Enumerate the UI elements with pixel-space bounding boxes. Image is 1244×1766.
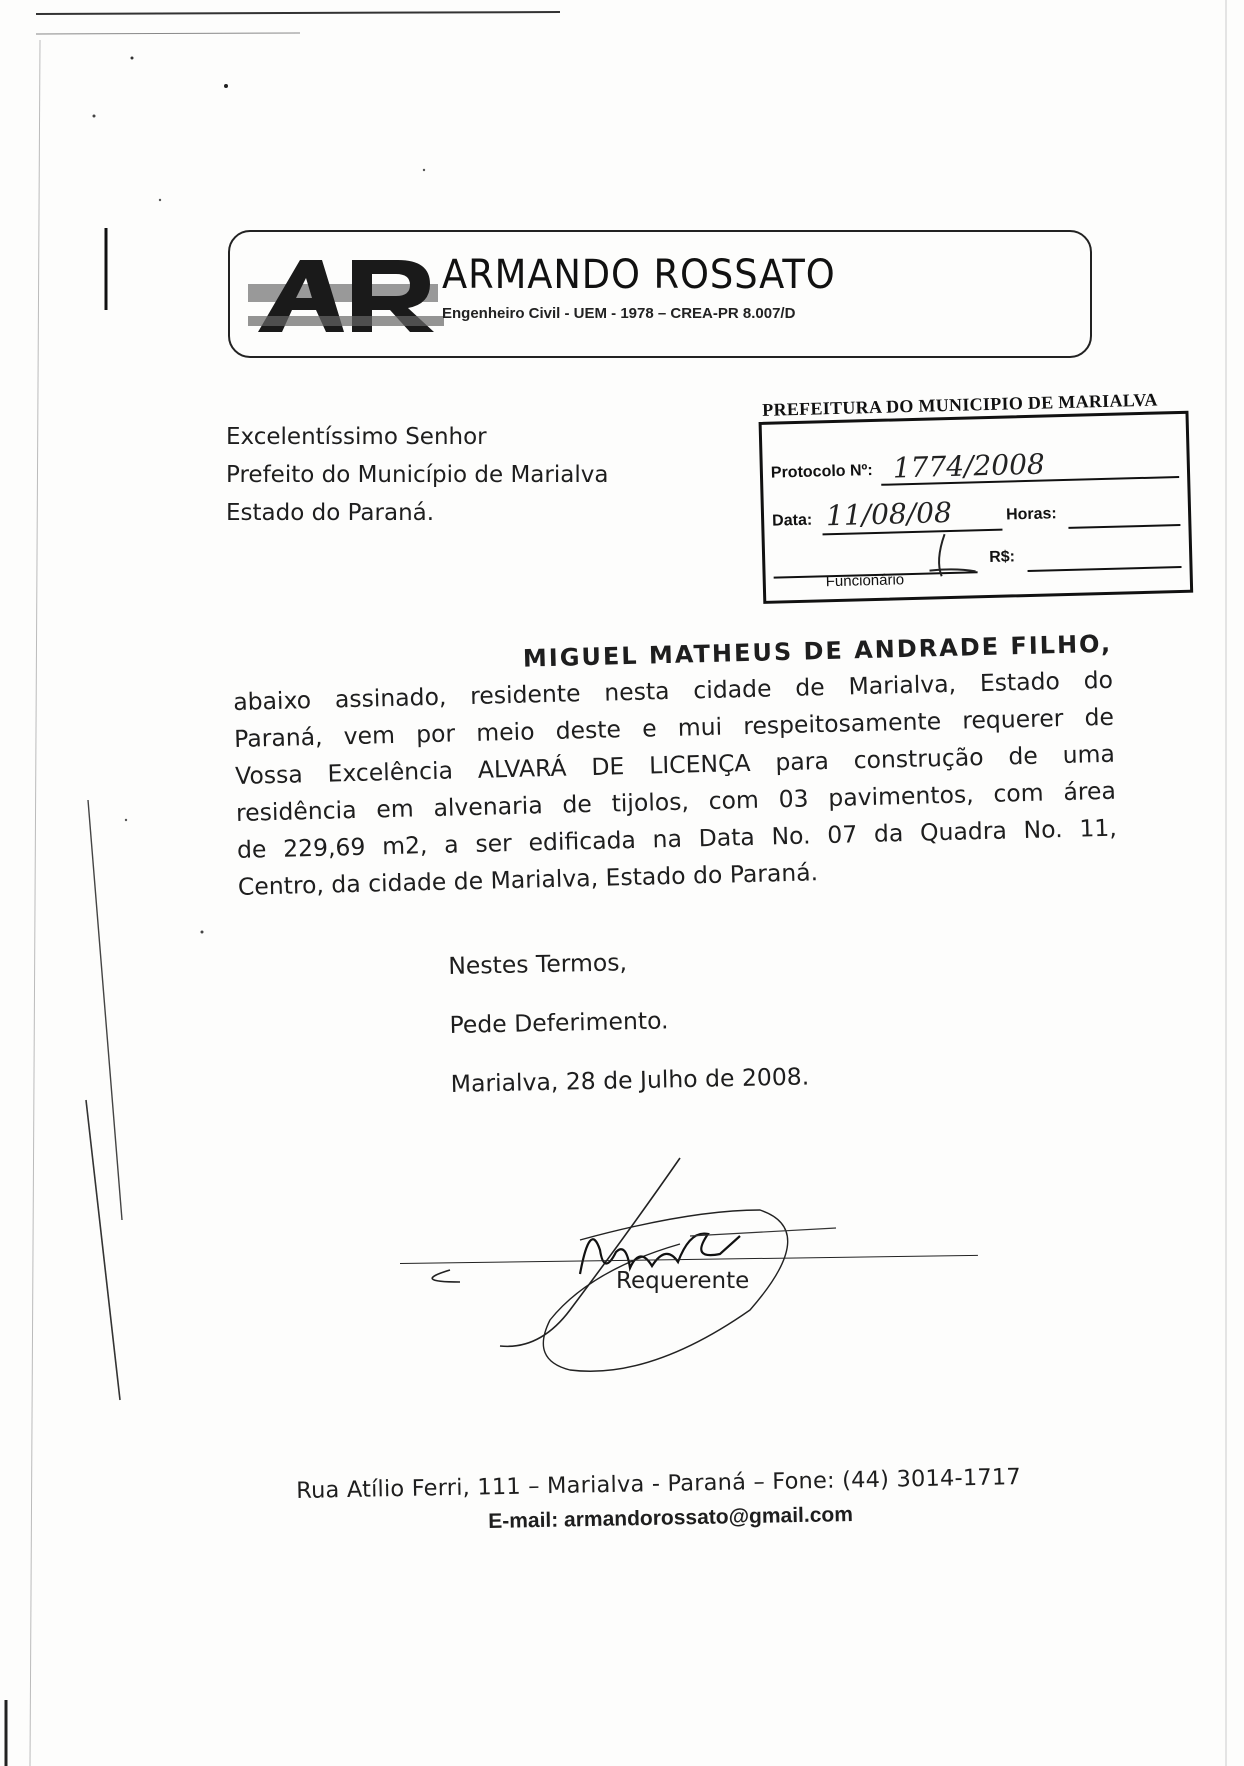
requester-name: MIGUEL MATHEUS DE ANDRADE FILHO, xyxy=(522,629,1113,673)
rs-label: R$: xyxy=(988,548,1016,566)
footer-email: E-mail: armandorossato@gmail.com xyxy=(488,1502,854,1533)
body-line: Centro, da cidade de Marialva, Estado do Paraná. xyxy=(237,858,819,901)
funcionario-label: Funcionário xyxy=(825,571,905,591)
horas-label: Horas: xyxy=(1005,505,1057,524)
stamp-initials xyxy=(914,529,996,591)
stamp-box xyxy=(759,411,1194,604)
closing-terms: Nestes Termos, xyxy=(448,948,628,980)
body-line: residência em alvenaria de tijolos, com 03 pavimentos, com área xyxy=(235,776,1117,827)
request-body xyxy=(232,629,1128,905)
company-logo xyxy=(248,254,448,336)
body-line: Vossa Excelência ALVARÁ DE LICENÇA para construção de uma xyxy=(234,739,1116,790)
body-line: de 229,69 m2, a ser edificada na Data No. 07 da Quadra No. 11, xyxy=(236,813,1118,864)
letterhead-subtitle: Engenheiro Civil - UEM - 1978 – CREA-PR 8.007/D xyxy=(442,305,796,322)
body-line: abaixo assinado, residente nesta cidade de Marialva, Estado do xyxy=(232,665,1114,716)
addressee-line: Excelentíssimo Senhor xyxy=(226,424,487,450)
addressee-line: Estado do Paraná. xyxy=(226,500,435,526)
footer-address: Rua Atílio Ferri, 111 – Marialva - Paraná – Fone: (44) 3014-1717 xyxy=(296,1464,1022,1504)
addressee-line: Prefeito do Município de Marialva xyxy=(226,462,609,488)
data-label: Data: xyxy=(771,511,813,530)
stamp-header: PREFEITURA DO MUNICIPIO DE MARIALVA xyxy=(761,389,1158,420)
addressee-block xyxy=(226,418,608,532)
handwritten-signature xyxy=(390,1150,990,1380)
protocol-stamp xyxy=(758,389,1193,604)
letterhead-name: ARMANDO ROSSATO xyxy=(442,252,836,298)
signature-label: Requerente xyxy=(616,1268,750,1294)
protocolo-value: 1774/2008 xyxy=(892,447,1046,485)
closing-block xyxy=(448,944,810,1128)
protocolo-label: Protocolo Nº: xyxy=(770,462,873,482)
closing-place-date: Marialva, 28 de Julho de 2008. xyxy=(450,1062,810,1098)
closing-request: Pede Deferimento. xyxy=(449,1006,669,1039)
letterhead xyxy=(228,230,1092,358)
data-value: 11/08/08 xyxy=(825,495,953,533)
body-line: Paraná, vem por meio deste e mui respeitosamente requerer de xyxy=(233,702,1115,753)
